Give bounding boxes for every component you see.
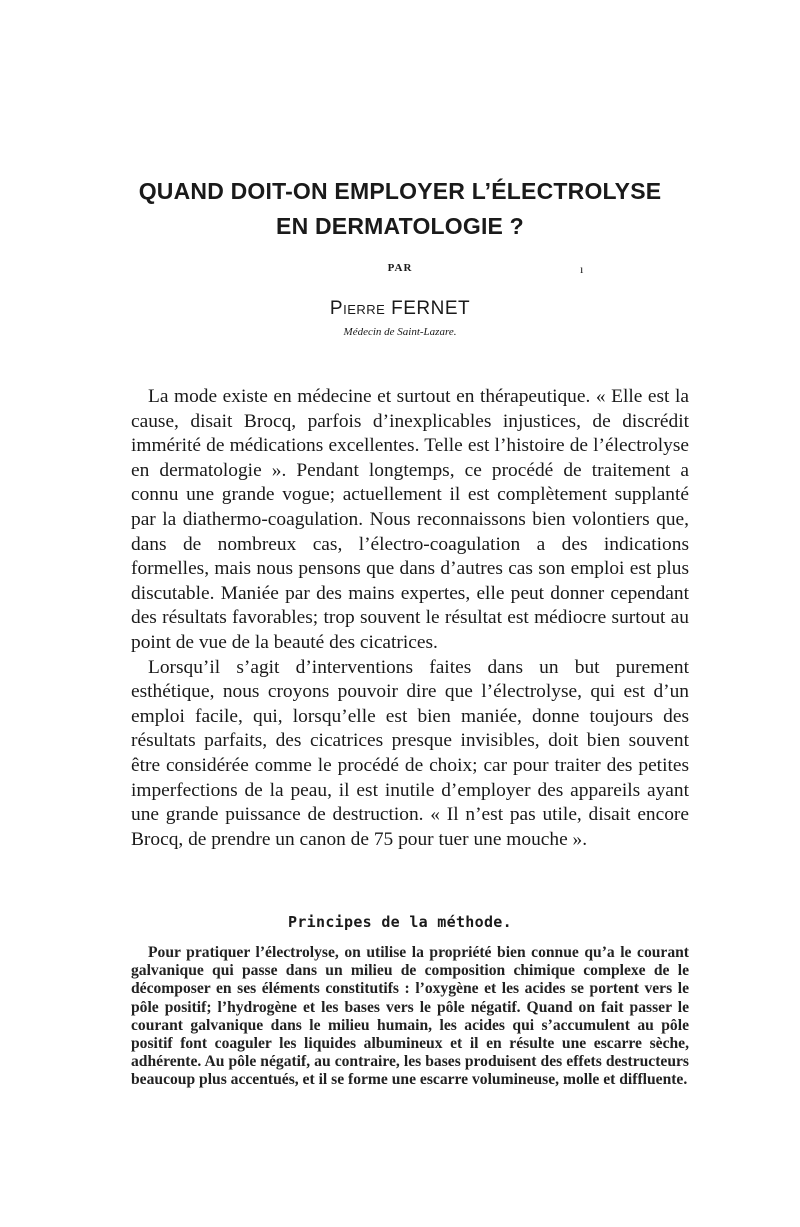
body-paragraph-2: Lorsqu’il s’agit d’interventions faites dans un but purement esthétique, nous croyons pouvoir dire que l’électrolyse, qui est d’un emploi facile, qui, lorsqu’elle est bien maniée, donne toujours des résultats parfaits, des cicatrices presque invisibles, doit bien souvent être considérée comme le procédé de choix; car pour traiter des petites imperfections de la peau, il est inutile d’employer des appareils ayant une grande puissance de destruction. « Il n’est pas utile, disait encore Brocq, de prendre un canon de 75 pour tuer une mouche ». — [131, 656, 689, 850]
title-line-2: EN DERMATOLOGIE ? — [276, 213, 524, 239]
title-line-1: QUAND DOIT-ON EMPLOYER L’ÉLECTROLYSE — [138, 178, 662, 204]
stray-mark: ı — [580, 262, 584, 276]
section-paragraph-1: Pour pratiquer l’électrolyse, on utilise la propriété bien connue qu’a le courant galvanique qui passe dans un milieu de composition chimique complexe de le décomposer en ses éléments constitutifs : l’oxygène et les acides se portent vers le pôle positif; l’hydrogène et les bases vers le pôle négatif. Quand on fait passer le courant galvanique dans le milieu humain, les acides qui s’accumulent au pôle positif font coaguler les liquides albumineux et il en résulte une escarre sèche, adhérente. Au pôle négatif, au contraire, les bases produisent des effets destructeurs beaucoup plus accentués, et il se forme une escarre volumineuse, molle et diffluente. — [131, 944, 689, 1089]
section-body — [131, 944, 689, 1090]
article-body — [131, 385, 689, 852]
author-last-name: FERNET — [391, 298, 471, 319]
body-paragraph-1: La mode existe en médecine et surtout en thérapeutique. « Elle est la cause, disait Brocq, parfois d’inexplicables injustices, de discrédit immérité de médications excellentes. Telle est l’histoire de l’électrolyse en dermatologie ». Pendant longtemps, ce procédé de traitement a connu une grande vogue; actuellement il est complètement supplanté par la diathermo-coagulation. Nous reconnaissons bien volontiers que, dans de nombreux cas, l’électro-coagulation a des indications formelles, mais nous pensons que dans d’autres cas son emploi est plus discutable. Maniée par des mains expertes, elle peut donner cependant des résultats favorables; trop souvent le résultat est médiocre surtout au point de vue de la beauté des cicatrices. — [131, 386, 689, 653]
author-affiliation: Médecin de Saint-Lazare. — [343, 326, 457, 338]
byline: PAR — [387, 262, 413, 274]
article-title — [0, 174, 800, 244]
author-first-name: Pierre — [329, 298, 386, 319]
author-name — [0, 298, 800, 320]
section-heading: Principes de la méthode. — [288, 913, 512, 931]
